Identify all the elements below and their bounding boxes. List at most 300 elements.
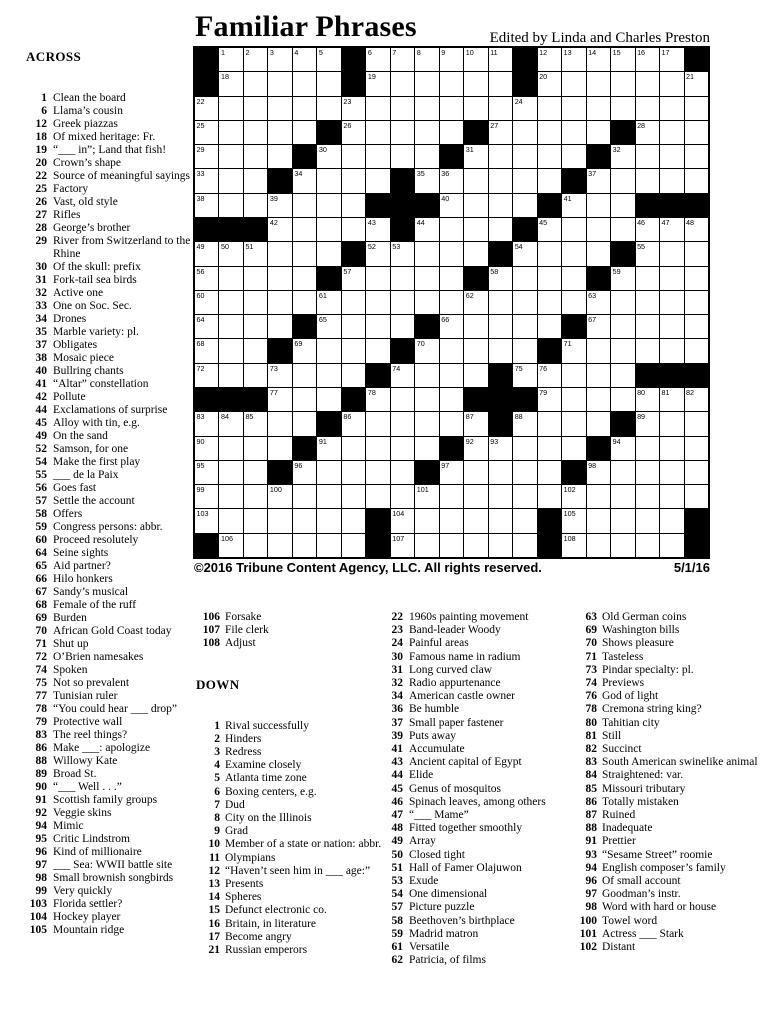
- grid-cell[interactable]: [391, 412, 414, 435]
- grid-cell[interactable]: [195, 291, 218, 314]
- grid-cell[interactable]: [317, 194, 340, 217]
- grid-cell[interactable]: [440, 412, 463, 435]
- grid-cell[interactable]: [415, 72, 438, 95]
- grid-cell[interactable]: [636, 412, 659, 435]
- grid-cell[interactable]: [513, 364, 536, 387]
- grid-cell[interactable]: [366, 339, 389, 362]
- grid-cell[interactable]: [464, 315, 487, 338]
- grid-cell[interactable]: [219, 364, 242, 387]
- grid-cell[interactable]: [195, 437, 218, 460]
- grid-cell[interactable]: [489, 291, 512, 314]
- grid-cell[interactable]: [538, 291, 561, 314]
- grid-cell[interactable]: [538, 169, 561, 192]
- grid-cell[interactable]: [513, 169, 536, 192]
- grid-cell[interactable]: [660, 388, 683, 411]
- grid-cell[interactable]: [342, 145, 365, 168]
- grid-cell[interactable]: [611, 97, 634, 120]
- grid-cell[interactable]: [660, 315, 683, 338]
- grid-cell[interactable]: [513, 509, 536, 532]
- grid-cell[interactable]: [268, 97, 291, 120]
- grid-cell[interactable]: [440, 461, 463, 484]
- grid-cell[interactable]: [489, 194, 512, 217]
- grid-cell[interactable]: [513, 194, 536, 217]
- grid-cell[interactable]: [317, 291, 340, 314]
- grid-cell[interactable]: [342, 291, 365, 314]
- grid-cell[interactable]: [636, 291, 659, 314]
- grid-cell[interactable]: [660, 437, 683, 460]
- grid-cell[interactable]: [415, 97, 438, 120]
- grid-cell[interactable]: [195, 267, 218, 290]
- grid-cell[interactable]: [538, 461, 561, 484]
- grid-cell[interactable]: [513, 412, 536, 435]
- grid-cell[interactable]: [489, 218, 512, 241]
- grid-cell[interactable]: [342, 267, 365, 290]
- grid-cell[interactable]: [660, 461, 683, 484]
- grid-cell[interactable]: [219, 97, 242, 120]
- grid-cell[interactable]: [440, 364, 463, 387]
- grid-cell[interactable]: [685, 485, 708, 508]
- grid-cell[interactable]: [660, 169, 683, 192]
- grid-cell[interactable]: [391, 145, 414, 168]
- grid-cell[interactable]: [440, 339, 463, 362]
- grid-cell[interactable]: [611, 437, 634, 460]
- grid-cell[interactable]: [489, 48, 512, 71]
- grid-cell[interactable]: [219, 72, 242, 95]
- grid-cell[interactable]: [268, 485, 291, 508]
- grid-cell[interactable]: [391, 534, 414, 557]
- grid-cell[interactable]: [636, 72, 659, 95]
- grid-cell[interactable]: [415, 48, 438, 71]
- grid-cell[interactable]: [611, 145, 634, 168]
- grid-cell[interactable]: [587, 291, 610, 314]
- grid-cell[interactable]: [268, 72, 291, 95]
- grid-cell[interactable]: [244, 97, 267, 120]
- grid-cell[interactable]: [562, 121, 585, 144]
- grid-cell[interactable]: [415, 218, 438, 241]
- grid-cell[interactable]: [342, 509, 365, 532]
- grid-cell[interactable]: [587, 169, 610, 192]
- grid-cell[interactable]: [489, 72, 512, 95]
- grid-cell[interactable]: [464, 291, 487, 314]
- grid-cell[interactable]: [538, 437, 561, 460]
- grid-cell[interactable]: [244, 169, 267, 192]
- grid-cell[interactable]: [268, 121, 291, 144]
- grid-cell[interactable]: [219, 121, 242, 144]
- grid-cell[interactable]: [342, 437, 365, 460]
- grid-cell[interactable]: [489, 534, 512, 557]
- grid-cell[interactable]: [685, 339, 708, 362]
- grid-cell[interactable]: [636, 339, 659, 362]
- grid-cell[interactable]: [611, 461, 634, 484]
- grid-cell[interactable]: [660, 339, 683, 362]
- grid-cell[interactable]: [513, 534, 536, 557]
- grid-cell[interactable]: [562, 97, 585, 120]
- grid-cell[interactable]: [660, 509, 683, 532]
- grid-cell[interactable]: [317, 242, 340, 265]
- grid-cell[interactable]: [685, 97, 708, 120]
- grid-cell[interactable]: [317, 48, 340, 71]
- grid-cell[interactable]: [219, 242, 242, 265]
- grid-cell[interactable]: [685, 267, 708, 290]
- grid-cell[interactable]: [268, 509, 291, 532]
- grid-cell[interactable]: [464, 72, 487, 95]
- grid-cell[interactable]: [464, 194, 487, 217]
- grid-cell[interactable]: [195, 194, 218, 217]
- grid-cell[interactable]: [587, 339, 610, 362]
- grid-cell[interactable]: [342, 218, 365, 241]
- grid-cell[interactable]: [219, 48, 242, 71]
- grid-cell[interactable]: [440, 534, 463, 557]
- grid-cell[interactable]: [293, 121, 316, 144]
- grid-cell[interactable]: [268, 364, 291, 387]
- grid-cell[interactable]: [195, 121, 218, 144]
- grid-cell[interactable]: [440, 267, 463, 290]
- grid-cell[interactable]: [611, 339, 634, 362]
- grid-cell[interactable]: [611, 169, 634, 192]
- grid-cell[interactable]: [636, 48, 659, 71]
- grid-cell[interactable]: [244, 72, 267, 95]
- grid-cell[interactable]: [268, 242, 291, 265]
- grid-cell[interactable]: [562, 291, 585, 314]
- grid-cell[interactable]: [562, 267, 585, 290]
- grid-cell[interactable]: [562, 48, 585, 71]
- grid-cell[interactable]: [195, 364, 218, 387]
- grid-cell[interactable]: [587, 412, 610, 435]
- grid-cell[interactable]: [464, 145, 487, 168]
- grid-cell[interactable]: [366, 97, 389, 120]
- grid-cell[interactable]: [562, 218, 585, 241]
- grid-cell[interactable]: [489, 169, 512, 192]
- grid-cell[interactable]: [636, 97, 659, 120]
- grid-cell[interactable]: [415, 291, 438, 314]
- grid-cell[interactable]: [293, 169, 316, 192]
- grid-cell[interactable]: [513, 267, 536, 290]
- grid-cell[interactable]: [219, 267, 242, 290]
- grid-cell[interactable]: [415, 364, 438, 387]
- grid-cell[interactable]: [538, 145, 561, 168]
- grid-cell[interactable]: [685, 218, 708, 241]
- grid-cell[interactable]: [440, 388, 463, 411]
- grid-cell[interactable]: [293, 194, 316, 217]
- grid-cell[interactable]: [195, 461, 218, 484]
- grid-cell[interactable]: [513, 145, 536, 168]
- grid-cell[interactable]: [440, 48, 463, 71]
- grid-cell[interactable]: [611, 509, 634, 532]
- grid-cell[interactable]: [391, 72, 414, 95]
- grid-cell[interactable]: [391, 388, 414, 411]
- grid-cell[interactable]: [366, 291, 389, 314]
- grid-cell[interactable]: [660, 291, 683, 314]
- grid-cell[interactable]: [464, 485, 487, 508]
- grid-cell[interactable]: [611, 72, 634, 95]
- grid-cell[interactable]: [587, 72, 610, 95]
- grid-cell[interactable]: [195, 169, 218, 192]
- grid-cell[interactable]: [587, 364, 610, 387]
- grid-cell[interactable]: [489, 485, 512, 508]
- grid-cell[interactable]: [219, 339, 242, 362]
- grid-cell[interactable]: [660, 534, 683, 557]
- grid-cell[interactable]: [440, 218, 463, 241]
- grid-cell[interactable]: [489, 121, 512, 144]
- grid-cell[interactable]: [268, 315, 291, 338]
- grid-cell[interactable]: [268, 48, 291, 71]
- grid-cell[interactable]: [366, 218, 389, 241]
- grid-cell[interactable]: [611, 194, 634, 217]
- grid-cell[interactable]: [219, 437, 242, 460]
- grid-cell[interactable]: [660, 485, 683, 508]
- grid-cell[interactable]: [366, 388, 389, 411]
- grid-cell[interactable]: [562, 72, 585, 95]
- grid-cell[interactable]: [660, 412, 683, 435]
- grid-cell[interactable]: [587, 194, 610, 217]
- grid-cell[interactable]: [611, 267, 634, 290]
- grid-cell[interactable]: [587, 97, 610, 120]
- grid-cell[interactable]: [268, 388, 291, 411]
- grid-cell[interactable]: [244, 145, 267, 168]
- grid-cell[interactable]: [195, 315, 218, 338]
- grid-cell[interactable]: [219, 169, 242, 192]
- grid-cell[interactable]: [219, 315, 242, 338]
- grid-cell[interactable]: [538, 412, 561, 435]
- grid-cell[interactable]: [342, 169, 365, 192]
- grid-cell[interactable]: [415, 121, 438, 144]
- grid-cell[interactable]: [685, 242, 708, 265]
- grid-cell[interactable]: [244, 534, 267, 557]
- grid-cell[interactable]: [415, 412, 438, 435]
- grid-cell[interactable]: [317, 388, 340, 411]
- grid-cell[interactable]: [685, 169, 708, 192]
- grid-cell[interactable]: [342, 412, 365, 435]
- grid-cell[interactable]: [366, 485, 389, 508]
- grid-cell[interactable]: [440, 72, 463, 95]
- grid-cell[interactable]: [342, 315, 365, 338]
- grid-cell[interactable]: [195, 412, 218, 435]
- grid-cell[interactable]: [366, 267, 389, 290]
- grid-cell[interactable]: [636, 388, 659, 411]
- grid-cell[interactable]: [660, 267, 683, 290]
- grid-cell[interactable]: [440, 242, 463, 265]
- grid-cell[interactable]: [464, 437, 487, 460]
- grid-cell[interactable]: [685, 315, 708, 338]
- grid-cell[interactable]: [342, 534, 365, 557]
- grid-cell[interactable]: [317, 437, 340, 460]
- grid-cell[interactable]: [219, 534, 242, 557]
- grid-cell[interactable]: [587, 461, 610, 484]
- grid-cell[interactable]: [685, 72, 708, 95]
- grid-cell[interactable]: [268, 534, 291, 557]
- grid-cell[interactable]: [513, 315, 536, 338]
- grid-cell[interactable]: [244, 485, 267, 508]
- grid-cell[interactable]: [391, 242, 414, 265]
- grid-cell[interactable]: [391, 437, 414, 460]
- grid-cell[interactable]: [660, 72, 683, 95]
- grid-cell[interactable]: [538, 48, 561, 71]
- grid-cell[interactable]: [244, 267, 267, 290]
- grid-cell[interactable]: [219, 461, 242, 484]
- grid-cell[interactable]: [244, 291, 267, 314]
- grid-cell[interactable]: [538, 267, 561, 290]
- grid-cell[interactable]: [244, 509, 267, 532]
- grid-cell[interactable]: [587, 534, 610, 557]
- grid-cell[interactable]: [611, 48, 634, 71]
- grid-cell[interactable]: [611, 388, 634, 411]
- grid-cell[interactable]: [464, 339, 487, 362]
- grid-cell[interactable]: [268, 194, 291, 217]
- grid-cell[interactable]: [538, 388, 561, 411]
- grid-cell[interactable]: [268, 291, 291, 314]
- grid-cell[interactable]: [562, 412, 585, 435]
- grid-cell[interactable]: [244, 339, 267, 362]
- grid-cell[interactable]: [513, 437, 536, 460]
- grid-cell[interactable]: [587, 388, 610, 411]
- grid-cell[interactable]: [342, 97, 365, 120]
- grid-cell[interactable]: [489, 437, 512, 460]
- grid-cell[interactable]: [611, 218, 634, 241]
- grid-cell[interactable]: [415, 388, 438, 411]
- grid-cell[interactable]: [660, 218, 683, 241]
- grid-cell[interactable]: [293, 364, 316, 387]
- grid-cell[interactable]: [415, 145, 438, 168]
- grid-cell[interactable]: [587, 509, 610, 532]
- grid-cell[interactable]: [489, 97, 512, 120]
- grid-cell[interactable]: [342, 485, 365, 508]
- grid-cell[interactable]: [489, 461, 512, 484]
- crossword-grid[interactable]: [193, 46, 710, 559]
- grid-cell[interactable]: [636, 267, 659, 290]
- grid-cell[interactable]: [611, 534, 634, 557]
- grid-cell[interactable]: [611, 291, 634, 314]
- grid-cell[interactable]: [489, 339, 512, 362]
- grid-cell[interactable]: [391, 509, 414, 532]
- grid-cell[interactable]: [195, 339, 218, 362]
- grid-cell[interactable]: [195, 242, 218, 265]
- grid-cell[interactable]: [195, 485, 218, 508]
- grid-cell[interactable]: [293, 412, 316, 435]
- grid-cell[interactable]: [611, 485, 634, 508]
- grid-cell[interactable]: [636, 121, 659, 144]
- grid-cell[interactable]: [391, 97, 414, 120]
- grid-cell[interactable]: [636, 509, 659, 532]
- grid-cell[interactable]: [538, 242, 561, 265]
- grid-cell[interactable]: [366, 145, 389, 168]
- grid-cell[interactable]: [219, 291, 242, 314]
- grid-cell[interactable]: [391, 291, 414, 314]
- grid-cell[interactable]: [440, 509, 463, 532]
- grid-cell[interactable]: [562, 534, 585, 557]
- grid-cell[interactable]: [562, 509, 585, 532]
- grid-cell[interactable]: [391, 48, 414, 71]
- grid-cell[interactable]: [293, 388, 316, 411]
- grid-cell[interactable]: [195, 509, 218, 532]
- grid-cell[interactable]: [587, 48, 610, 71]
- grid-cell[interactable]: [464, 242, 487, 265]
- grid-cell[interactable]: [636, 437, 659, 460]
- grid-cell[interactable]: [636, 485, 659, 508]
- grid-cell[interactable]: [244, 412, 267, 435]
- grid-cell[interactable]: [587, 218, 610, 241]
- grid-cell[interactable]: [685, 461, 708, 484]
- grid-cell[interactable]: [513, 121, 536, 144]
- grid-cell[interactable]: [391, 267, 414, 290]
- grid-cell[interactable]: [513, 461, 536, 484]
- grid-cell[interactable]: [342, 461, 365, 484]
- grid-cell[interactable]: [293, 509, 316, 532]
- grid-cell[interactable]: [636, 145, 659, 168]
- grid-cell[interactable]: [317, 315, 340, 338]
- grid-cell[interactable]: [268, 437, 291, 460]
- grid-cell[interactable]: [513, 97, 536, 120]
- grid-cell[interactable]: [685, 437, 708, 460]
- grid-cell[interactable]: [685, 121, 708, 144]
- grid-cell[interactable]: [195, 97, 218, 120]
- grid-cell[interactable]: [244, 364, 267, 387]
- grid-cell[interactable]: [685, 291, 708, 314]
- grid-cell[interactable]: [317, 97, 340, 120]
- grid-cell[interactable]: [562, 194, 585, 217]
- grid-cell[interactable]: [538, 315, 561, 338]
- grid-cell[interactable]: [538, 218, 561, 241]
- grid-cell[interactable]: [464, 169, 487, 192]
- grid-cell[interactable]: [440, 291, 463, 314]
- grid-cell[interactable]: [366, 461, 389, 484]
- grid-cell[interactable]: [293, 242, 316, 265]
- grid-cell[interactable]: [513, 291, 536, 314]
- grid-cell[interactable]: [636, 461, 659, 484]
- grid-cell[interactable]: [538, 72, 561, 95]
- grid-cell[interactable]: [489, 267, 512, 290]
- grid-cell[interactable]: [366, 315, 389, 338]
- grid-cell[interactable]: [611, 315, 634, 338]
- grid-cell[interactable]: [317, 461, 340, 484]
- grid-cell[interactable]: [366, 412, 389, 435]
- grid-cell[interactable]: [562, 339, 585, 362]
- grid-cell[interactable]: [562, 242, 585, 265]
- grid-cell[interactable]: [293, 534, 316, 557]
- grid-cell[interactable]: [293, 218, 316, 241]
- grid-cell[interactable]: [562, 437, 585, 460]
- grid-cell[interactable]: [366, 437, 389, 460]
- grid-cell[interactable]: [685, 412, 708, 435]
- grid-cell[interactable]: [391, 315, 414, 338]
- grid-cell[interactable]: [464, 534, 487, 557]
- grid-cell[interactable]: [636, 242, 659, 265]
- grid-cell[interactable]: [636, 218, 659, 241]
- grid-cell[interactable]: [660, 97, 683, 120]
- grid-cell[interactable]: [342, 194, 365, 217]
- grid-cell[interactable]: [415, 485, 438, 508]
- grid-cell[interactable]: [587, 121, 610, 144]
- grid-cell[interactable]: [317, 509, 340, 532]
- grid-cell[interactable]: [489, 145, 512, 168]
- grid-cell[interactable]: [415, 509, 438, 532]
- grid-cell[interactable]: [317, 72, 340, 95]
- grid-cell[interactable]: [464, 218, 487, 241]
- grid-cell[interactable]: [415, 267, 438, 290]
- grid-cell[interactable]: [587, 485, 610, 508]
- grid-cell[interactable]: [244, 461, 267, 484]
- grid-cell[interactable]: [538, 364, 561, 387]
- grid-cell[interactable]: [391, 485, 414, 508]
- grid-cell[interactable]: [464, 412, 487, 435]
- grid-cell[interactable]: [219, 194, 242, 217]
- grid-cell[interactable]: [293, 485, 316, 508]
- grid-cell[interactable]: [293, 339, 316, 362]
- grid-cell[interactable]: [685, 388, 708, 411]
- grid-cell[interactable]: [440, 121, 463, 144]
- grid-cell[interactable]: [464, 509, 487, 532]
- grid-cell[interactable]: [366, 48, 389, 71]
- grid-cell[interactable]: [244, 242, 267, 265]
